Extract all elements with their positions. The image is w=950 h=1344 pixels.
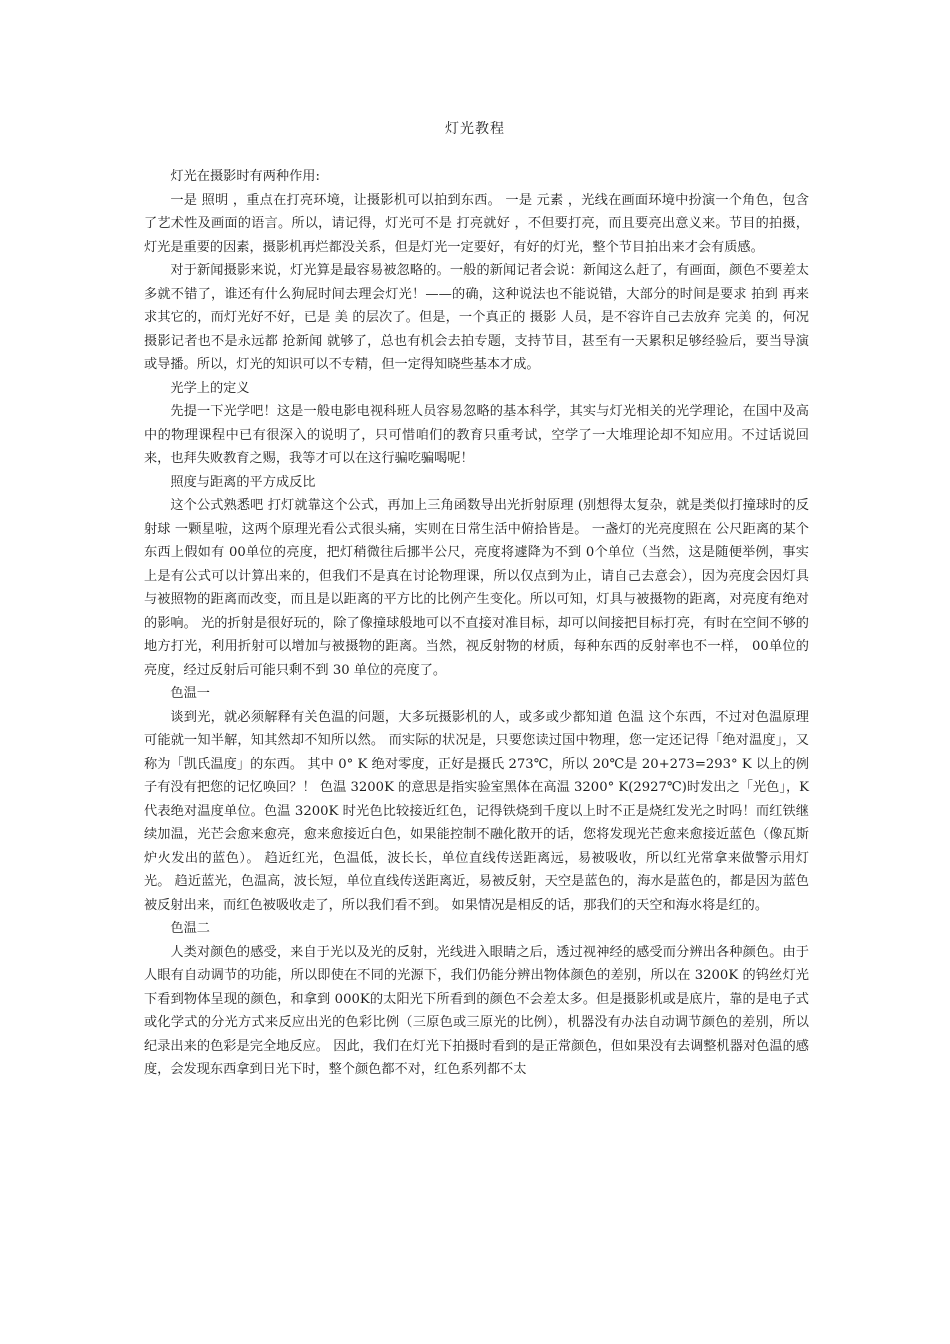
paragraph: 这个公式熟悉吧 打灯就靠这个公式，再加上三角函数导出光折射原理 (别想得太复杂，就是类似打撞球时的反射球 一颗星啦，这两个原理光看公式很头痛，实则在日常生活中俯拾皆是。 一盏灯的光亮度照在 公尺距离的某个东西上假如有 00单位的亮度，把灯稍微往后挪半公尺，亮度将遽降为不到 0个单位（当然，这是随便举例，事实上是有公式可以计算出来的，但我们不是真在讨论物理课，所以仅点到为止，请自己去意会），因为亮度会因灯具与被照物的距离而改变，而且是以距离的平方比的比例产生变化。所以可知，灯具与被摄物的距离，对亮度有绝对的影响。 光的折射是很好玩的，除了像撞球般地可以不直接对准目标，却可以间接把目标打亮，有时在空间不够的地方打光，利用折射可以增加与被摄物的距离。当然，视反射物的材质，每种东西的反射率也不一样， 00单位的亮度，经过反射后可能只剩不到 30 单位的亮度了。 [144, 498, 809, 678]
section-heading: 色温二 [170, 921, 210, 936]
section-heading: 光学上的定义 [170, 380, 250, 396]
section-heading: 照度与距离的平方成反比 [170, 474, 316, 490]
paragraph: 一是 照明 ，重点在打亮环境，让摄影机可以拍到东西。 一是 元素 ，光线在画面环境中扮演一个角色，包含了艺术性及画面的语言。所以，请记得，灯光可不是 打亮就好 ，不但要打亮，而且要亮出意义来。节目的拍摄，灯光是重要的因素，摄影机再烂都没关系，但是灯光一定要好，有好的灯光，整个节目拍出来才会有质感。 [144, 192, 809, 255]
paragraph: 人类对颜色的感受，来自于光以及光的反射，光线进入眼睛之后，透过视神经的感受而分辨出各种颜色。由于人眼有自动调节的功能，所以即使在不同的光源下，我们仍能分辨出物体颜色的差别，所以在 3200K 的钨丝灯光下看到物体呈现的颜色，和拿到 000K的太阳光下所看到的颜色不会差太多。但是摄影机或是底片，靠的是电子式或化学式的分光方式来反应出光的色彩比例（三原色或三原光的比例），机器没有办法自动调节颜色的差别，所以纪录出来的色彩是完全地反应。 因此，我们在灯光下拍摄时看到的是正常颜色，但如果没有去调整机器对色温的感度，会发现东西拿到日光下时，整个颜色都不对，红色系列都不太 [144, 944, 809, 1077]
paragraph: 对于新闻摄影来说，灯光算是最容易被忽略的。一般的新闻记者会说：新闻这么赶了，有画面，颜色不要差太多就不错了，谁还有什么狗屁时间去理会灯光！——的确，这种说法也不能说错，大部分的时间是要求 拍到 再来求其它的，而灯光好不好，已是 美 的层次了。但是，一个真正的 摄影 人员，是不容许自己去放弃 完美 的，何况摄影记者也不是永远都 抢新闻 就够了，总也有机会去拍专题，支持节目，甚至有一天累积足够经验后，要当导演或导播。所以，灯光的知识可以不专精，但一定得知晓些基本才成。 [144, 263, 809, 372]
document-body [144, 165, 809, 1082]
paragraph: 先提一下光学吧！这是一般电影电视科班人员容易忽略的基本科学，其实与灯光相关的光学理论，在国中及高中的物理课程中已有很深入的说明了，只可惜咱们的教育只重考试，空学了一大堆理论却不知应用。不过话说回来，也拜失败教育之赐，我等才可以在这行骗吃骗喝呢！ [144, 404, 809, 466]
paragraph: 灯光在摄影时有两种作用: [170, 169, 320, 184]
paragraph: 谈到光，就必须解释有关色温的问题，大多玩摄影机的人，或多或少都知道 色温 这个东西，不过对色温原理可能就一知半解，知其然却不知所以然。 而实际的状况是，只要您读过国中物理，您一定还记得「绝对温度」，又称为「凯氏温度」的东西。 其中 0° K 绝对零度，正好是摄氏 273℃，所以 20℃是 20+273=293° K 以上的例子有没有把您的记忆唤回？！ 色温 3200K 的意思是指实验室黑体在高温 3200° K(2927℃)时发出之「光色」，K 代表绝对温度单位。色温 3200K 时光色比较接近红色，记得铁烧到千度以上时不正是烧红发光之时吗！而红铁继续加温，光芒会愈来愈亮，愈来愈接近白色，如果能控制不融化散开的话，您将发现光芒愈来愈接近蓝色（像瓦斯炉火发出的蓝色）。 趋近红光，色温低，波长长，单位直线传送距离远，易被吸收，所以红光常拿来做警示用灯光。 趋近蓝光，色温高，波长短，单位直线传送距离近，易被反射，天空是蓝色的，海水是蓝色的，都是因为蓝色被反射出来，而红色被吸收走了，所以我们看不到。 如果情况是相反的话，那我们的天空和海水将是红的。 [144, 709, 809, 913]
section-heading: 色温一 [170, 686, 210, 701]
page-title: 灯光教程 [445, 121, 505, 137]
